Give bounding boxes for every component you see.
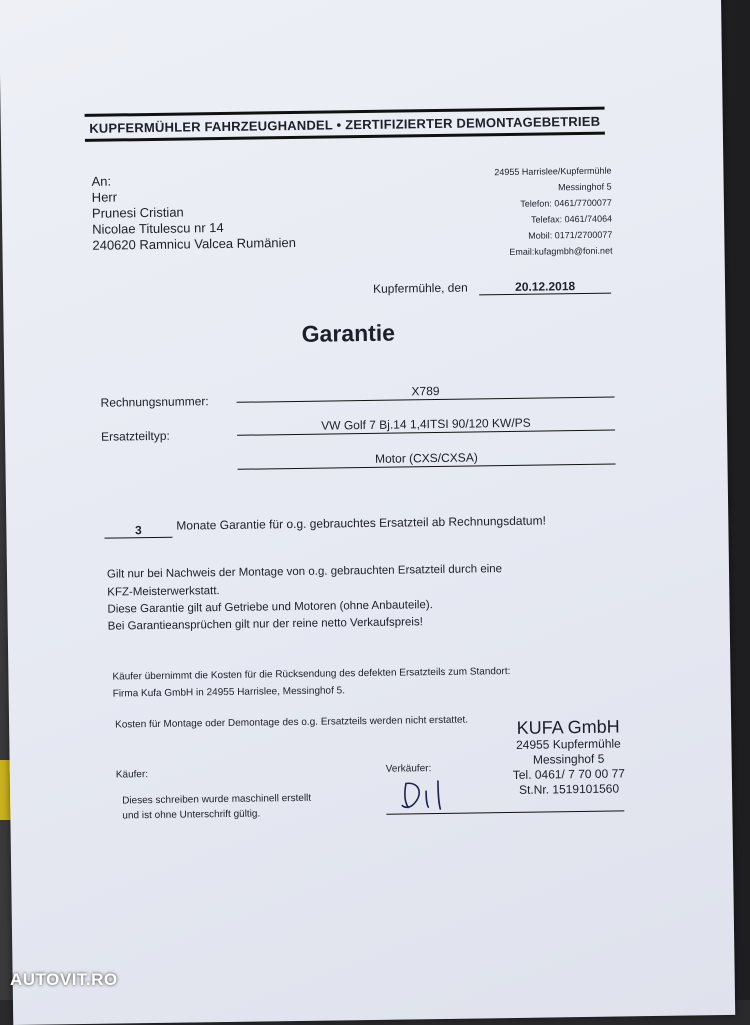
part-value-2: Motor (CXS/CXSA) [237,449,615,470]
sender-address2: Messinghof 5 [558,181,612,193]
date-value: 20.12.2018 [479,279,611,296]
letterhead-title: KUPFERMÜHLER FAHRZEUGHANDEL • ZERTIFIZIERTER DEMONTAGEBETRIEB [89,113,601,136]
document-title: Garantie [301,319,396,347]
sender-phone: Telefon: 0461/7700077 [520,197,612,209]
condition-line-1: Gilt nur bei Nachweis der Montage von o.g. gebrauchten Ersatzteil durch eine [106,563,503,581]
machine-note-2: und ist ohne Unterschrift gültig. [122,808,261,822]
machine-note-1: Dieses schreiben wurde maschinell erstellt [122,792,312,807]
recipient-city: 240620 Ramnicu Valcea Rumänien [92,234,297,253]
letterhead [85,107,605,142]
date-label: Kupfermühle, den [372,280,468,296]
sender-email: Email:kufagmbh@foni.net [509,245,613,257]
sender-fax: Telefax: 0461/74064 [530,213,613,225]
sender-contact [494,163,612,261]
condition-line-2: KFZ-Meisterwerkstatt. [107,585,220,599]
recipient-salutation: Herr [91,189,118,205]
stamp-company: KUFA GmbH [516,716,620,738]
stamp-phone: Tel. 0461/ 7 70 00 77 [512,766,625,782]
part-value: VW Golf 7 Bj.14 1,4ITSI 90/120 KW/PS [237,415,615,436]
stamp-city: 24955 Kupfermühle [515,736,621,752]
handwritten-signature [398,775,459,814]
autovit-watermark: AUTOVIT.RO [10,970,118,989]
recipient-address [91,171,296,254]
return-line-1: Käufer übernimmt die Kosten für die Rücksendung des defekten Ersatzteils zum Standort: [112,666,511,683]
invoice-label: Rechnungsnummer: [100,394,209,410]
sender-mobile: Mobil: 0171/2700077 [528,229,613,241]
warranty-months: 3 [104,523,172,539]
condition-line-4: Bei Garantieansprüchen gilt nur der reine netto Verkaufspreis! [107,616,423,633]
date-row [373,279,611,297]
invoice-value: X789 [236,382,614,403]
to-label: An: [91,173,112,189]
buyer-label: Käufer: [115,769,149,781]
condition-line-3: Diese Garantie gilt auf Getriebe und Motoren (ohne Anbauteile). [107,599,433,616]
seller-label: Verkäufer: [385,763,432,775]
return-line-2: Firma Kufa GmbH in 24955 Harrislee, Messinghof 5. [112,685,346,700]
recipient-street: Nicolae Titulescu nr 14 [92,219,224,237]
part-label: Ersatzteiltyp: [100,428,170,444]
stamp-street: Messinghof 5 [532,751,605,767]
return-line-3: Kosten für Montage oder Demontage des o.g. Ersatzteils werden nicht erstattet. [115,714,469,731]
sender-address1: 24955 Harrislee/Kupfermühle [494,165,612,178]
recipient-name: Prunesi Cristian [91,204,184,221]
stamp-tax: St.Nr. 1519101560 [518,781,620,797]
warranty-text: Monate Garantie für o.g. gebrauchtes Ersatzteil ab Rechnungsdatum! [176,513,546,533]
company-stamp [493,716,644,798]
